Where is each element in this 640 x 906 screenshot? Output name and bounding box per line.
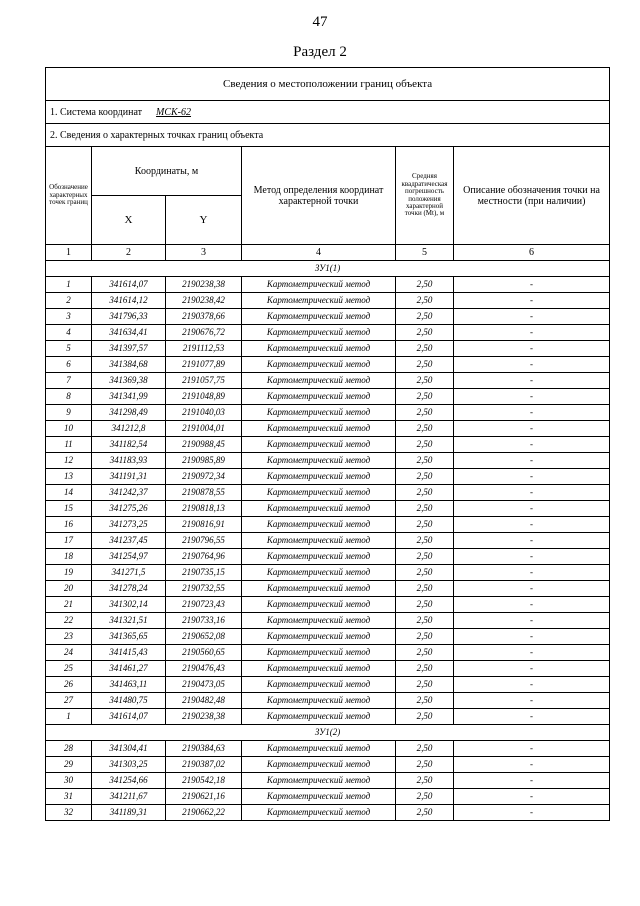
method-cell: Картометрический метод: [242, 597, 396, 613]
x-coordinate-cell: 341254,66: [92, 773, 166, 789]
description-cell: -: [454, 805, 610, 821]
point-number-cell: 6: [46, 357, 92, 373]
y-coordinate-cell: 2190676,72: [166, 325, 242, 341]
mse-cell: 2,50: [396, 389, 454, 405]
description-cell: -: [454, 357, 610, 373]
x-coordinate-cell: 341182,54: [92, 437, 166, 453]
x-coordinate-cell: 341254,97: [92, 549, 166, 565]
point-number-cell: 7: [46, 373, 92, 389]
table-row: [46, 805, 610, 821]
mse-cell: 2,50: [396, 357, 454, 373]
point-number-cell: 11: [46, 437, 92, 453]
method-cell: Картометрический метод: [242, 645, 396, 661]
table-row: [46, 645, 610, 661]
method-cell: Картометрический метод: [242, 341, 396, 357]
y-coordinate-cell: 2191077,89: [166, 357, 242, 373]
y-coordinate-cell: 2190378,66: [166, 309, 242, 325]
point-number-cell: 1: [46, 277, 92, 293]
point-number-cell: 10: [46, 421, 92, 437]
method-cell: Картометрический метод: [242, 757, 396, 773]
y-coordinate-cell: 2190732,55: [166, 581, 242, 597]
description-cell: -: [454, 469, 610, 485]
description-cell: -: [454, 549, 610, 565]
y-coordinate-cell: 2190238,38: [166, 709, 242, 725]
x-coordinate-cell: 341415,43: [92, 645, 166, 661]
point-number-cell: 27: [46, 693, 92, 709]
mse-cell: 2,50: [396, 757, 454, 773]
y-coordinate-cell: 2190764,96: [166, 549, 242, 565]
table-row: [46, 517, 610, 533]
method-cell: Картометрический метод: [242, 741, 396, 757]
description-cell: -: [454, 309, 610, 325]
y-coordinate-cell: 2190985,89: [166, 453, 242, 469]
x-coordinate-cell: 341384,68: [92, 357, 166, 373]
method-cell: Картометрический метод: [242, 581, 396, 597]
description-cell: -: [454, 293, 610, 309]
description-cell: -: [454, 341, 610, 357]
table-row: [46, 469, 610, 485]
mse-cell: 2,50: [396, 325, 454, 341]
method-cell: Картометрический метод: [242, 469, 396, 485]
point-number-cell: 17: [46, 533, 92, 549]
description-cell: -: [454, 325, 610, 341]
table-row: [46, 613, 610, 629]
method-cell: Картометрический метод: [242, 517, 396, 533]
description-cell: -: [454, 757, 610, 773]
point-number-cell: 29: [46, 757, 92, 773]
x-coordinate-cell: 341341,99: [92, 389, 166, 405]
method-cell: Картометрический метод: [242, 421, 396, 437]
x-coordinate-cell: 341303,25: [92, 757, 166, 773]
table-row: [46, 533, 610, 549]
group-row: [46, 261, 610, 277]
point-number-cell: 24: [46, 645, 92, 661]
y-coordinate-cell: 2190972,34: [166, 469, 242, 485]
table-row: [46, 341, 610, 357]
x-coordinate-cell: 341189,31: [92, 805, 166, 821]
x-coordinate-cell: 341365,65: [92, 629, 166, 645]
y-coordinate-cell: 2191112,53: [166, 341, 242, 357]
mse-cell: 2,50: [396, 613, 454, 629]
method-cell: Картометрический метод: [242, 373, 396, 389]
mse-cell: 2,50: [396, 741, 454, 757]
table-row: [46, 565, 610, 581]
y-coordinate-cell: 2190621,16: [166, 789, 242, 805]
mse-cell: 2,50: [396, 469, 454, 485]
mse-cell: 2,50: [396, 597, 454, 613]
description-cell: -: [454, 629, 610, 645]
mse-cell: 2,50: [396, 645, 454, 661]
coord-system-value: МСК-62: [156, 106, 192, 118]
y-coordinate-cell: 2190473,05: [166, 677, 242, 693]
y-coordinate-cell: 2191004,01: [166, 421, 242, 437]
method-cell: Картометрический метод: [242, 309, 396, 325]
table-row: [46, 357, 610, 373]
y-coordinate-cell: 2190238,42: [166, 293, 242, 309]
y-coordinate-cell: 2190735,15: [166, 565, 242, 581]
point-number-cell: 26: [46, 677, 92, 693]
description-cell: -: [454, 677, 610, 693]
column-numbers-row: [46, 245, 610, 261]
description-cell: -: [454, 437, 610, 453]
coord-system-label: 1. Система координат: [50, 106, 143, 118]
table-row: [46, 501, 610, 517]
x-coordinate-cell: 341463,11: [92, 677, 166, 693]
method-cell: Картометрический метод: [242, 693, 396, 709]
points-label: 2. Сведения о характерных точках границ объекта: [46, 124, 610, 147]
mse-cell: 2,50: [396, 693, 454, 709]
table-row: [46, 485, 610, 501]
method-cell: Картометрический метод: [242, 565, 396, 581]
y-coordinate-cell: 2190878,55: [166, 485, 242, 501]
mse-cell: 2,50: [396, 309, 454, 325]
x-coordinate-cell: 341191,31: [92, 469, 166, 485]
y-coordinate-cell: 2191048,89: [166, 389, 242, 405]
point-number-cell: 13: [46, 469, 92, 485]
table-title: Сведения о местоположении границ объекта: [46, 68, 610, 101]
x-coordinate-cell: 341397,57: [92, 341, 166, 357]
method-cell: Картометрический метод: [242, 485, 396, 501]
y-coordinate-cell: 2190988,45: [166, 437, 242, 453]
mse-cell: 2,50: [396, 485, 454, 501]
table-row: [46, 629, 610, 645]
table-row: [46, 421, 610, 437]
y-coordinate-cell: 2190482,48: [166, 693, 242, 709]
column-number: 6: [454, 245, 610, 261]
y-coordinate-cell: 2190560,65: [166, 645, 242, 661]
method-cell: Картометрический метод: [242, 533, 396, 549]
table-row: [46, 373, 610, 389]
table-row: [46, 597, 610, 613]
header-method: Метод определения координат характерной точки: [242, 147, 396, 245]
y-coordinate-cell: 2190818,13: [166, 501, 242, 517]
description-cell: -: [454, 501, 610, 517]
method-cell: Картометрический метод: [242, 501, 396, 517]
table-row: [46, 789, 610, 805]
x-coordinate-cell: 341278,24: [92, 581, 166, 597]
x-coordinate-cell: 341614,12: [92, 293, 166, 309]
description-cell: -: [454, 517, 610, 533]
mse-cell: 2,50: [396, 341, 454, 357]
table-row: [46, 549, 610, 565]
x-coordinate-cell: 341275,26: [92, 501, 166, 517]
mse-cell: 2,50: [396, 453, 454, 469]
description-cell: -: [454, 613, 610, 629]
mse-cell: 2,50: [396, 373, 454, 389]
description-cell: -: [454, 581, 610, 597]
header-y: Y: [166, 196, 242, 245]
mse-cell: 2,50: [396, 533, 454, 549]
method-cell: Картометрический метод: [242, 293, 396, 309]
method-cell: Картометрический метод: [242, 389, 396, 405]
point-number-cell: 31: [46, 789, 92, 805]
method-cell: Картометрический метод: [242, 453, 396, 469]
table-row: [46, 693, 610, 709]
method-cell: Картометрический метод: [242, 357, 396, 373]
x-coordinate-cell: 341237,45: [92, 533, 166, 549]
point-number-cell: 12: [46, 453, 92, 469]
description-cell: -: [454, 405, 610, 421]
y-coordinate-cell: 2190238,38: [166, 277, 242, 293]
y-coordinate-cell: 2190652,08: [166, 629, 242, 645]
column-number: 5: [396, 245, 454, 261]
description-cell: -: [454, 645, 610, 661]
group-name: ЗУ1(2): [46, 725, 610, 741]
method-cell: Картометрический метод: [242, 789, 396, 805]
point-number-cell: 20: [46, 581, 92, 597]
column-number: 3: [166, 245, 242, 261]
y-coordinate-cell: 2190542,18: [166, 773, 242, 789]
method-cell: Картометрический метод: [242, 629, 396, 645]
point-number-cell: 2: [46, 293, 92, 309]
y-coordinate-cell: 2190723,43: [166, 597, 242, 613]
column-number: 4: [242, 245, 396, 261]
description-cell: -: [454, 741, 610, 757]
header-coordinates: Координаты, м: [92, 147, 242, 196]
mse-cell: 2,50: [396, 661, 454, 677]
x-coordinate-cell: 341480,75: [92, 693, 166, 709]
method-cell: Картометрический метод: [242, 325, 396, 341]
table-row: [46, 277, 610, 293]
point-number-cell: 16: [46, 517, 92, 533]
method-cell: Картометрический метод: [242, 549, 396, 565]
y-coordinate-cell: 2190733,16: [166, 613, 242, 629]
description-cell: -: [454, 485, 610, 501]
x-coordinate-cell: 341302,14: [92, 597, 166, 613]
point-number-cell: 32: [46, 805, 92, 821]
point-number-cell: 8: [46, 389, 92, 405]
x-coordinate-cell: 341634,41: [92, 325, 166, 341]
x-coordinate-cell: 341212,8: [92, 421, 166, 437]
description-cell: -: [454, 533, 610, 549]
point-number-cell: 30: [46, 773, 92, 789]
x-coordinate-cell: 341796,33: [92, 309, 166, 325]
column-number: 1: [46, 245, 92, 261]
point-number-cell: 15: [46, 501, 92, 517]
column-number: 2: [92, 245, 166, 261]
y-coordinate-cell: 2190816,91: [166, 517, 242, 533]
x-coordinate-cell: 341304,41: [92, 741, 166, 757]
boundary-table: [45, 67, 610, 821]
table-row: [46, 741, 610, 757]
mse-cell: 2,50: [396, 629, 454, 645]
y-coordinate-cell: 2190387,02: [166, 757, 242, 773]
section-title: Раздел 2: [293, 44, 347, 60]
table-row: [46, 325, 610, 341]
description-cell: -: [454, 789, 610, 805]
mse-cell: 2,50: [396, 437, 454, 453]
x-coordinate-cell: 341298,49: [92, 405, 166, 421]
x-coordinate-cell: 341242,37: [92, 485, 166, 501]
method-cell: Картометрический метод: [242, 437, 396, 453]
header-description: Описание обозначения точки на местности (при наличии): [454, 147, 610, 245]
mse-cell: 2,50: [396, 565, 454, 581]
y-coordinate-cell: 2191040,03: [166, 405, 242, 421]
x-coordinate-cell: 341273,25: [92, 517, 166, 533]
table-row: [46, 581, 610, 597]
mse-cell: 2,50: [396, 421, 454, 437]
description-cell: -: [454, 453, 610, 469]
point-number-cell: 1: [46, 709, 92, 725]
mse-cell: 2,50: [396, 677, 454, 693]
point-number-cell: 9: [46, 405, 92, 421]
x-coordinate-cell: 341183,93: [92, 453, 166, 469]
point-number-cell: 19: [46, 565, 92, 581]
method-cell: Картометрический метод: [242, 405, 396, 421]
table-row: [46, 661, 610, 677]
point-number-cell: 18: [46, 549, 92, 565]
point-number-cell: 14: [46, 485, 92, 501]
y-coordinate-cell: 2190476,43: [166, 661, 242, 677]
mse-cell: 2,50: [396, 709, 454, 725]
description-cell: -: [454, 661, 610, 677]
method-cell: Картометрический метод: [242, 709, 396, 725]
header-mse: Средняя квадратическая погрешность положения характерной точки (Mt), м: [396, 147, 454, 245]
mse-cell: 2,50: [396, 277, 454, 293]
point-number-cell: 22: [46, 613, 92, 629]
table-row: [46, 405, 610, 421]
table-row: [46, 453, 610, 469]
point-number-cell: 28: [46, 741, 92, 757]
y-coordinate-cell: 2190796,55: [166, 533, 242, 549]
description-cell: -: [454, 421, 610, 437]
point-number-cell: 25: [46, 661, 92, 677]
group-name: ЗУ1(1): [46, 261, 610, 277]
page-number: 47: [312, 14, 328, 30]
description-cell: -: [454, 277, 610, 293]
mse-cell: 2,50: [396, 581, 454, 597]
coord-system-row: [46, 101, 610, 124]
method-cell: Картометрический метод: [242, 677, 396, 693]
method-cell: Картометрический метод: [242, 613, 396, 629]
table-row: [46, 293, 610, 309]
description-cell: -: [454, 373, 610, 389]
mse-cell: 2,50: [396, 773, 454, 789]
x-coordinate-cell: 341211,67: [92, 789, 166, 805]
mse-cell: 2,50: [396, 549, 454, 565]
x-coordinate-cell: 341369,38: [92, 373, 166, 389]
method-cell: Картометрический метод: [242, 805, 396, 821]
table-row: [46, 757, 610, 773]
mse-cell: 2,50: [396, 517, 454, 533]
table-row: [46, 709, 610, 725]
method-cell: Картометрический метод: [242, 661, 396, 677]
header-x: X: [92, 196, 166, 245]
table-row: [46, 389, 610, 405]
description-cell: -: [454, 389, 610, 405]
table-row: [46, 309, 610, 325]
x-coordinate-cell: 341271,5: [92, 565, 166, 581]
x-coordinate-cell: 341321,51: [92, 613, 166, 629]
point-number-cell: 5: [46, 341, 92, 357]
y-coordinate-cell: 2191057,75: [166, 373, 242, 389]
description-cell: -: [454, 709, 610, 725]
method-cell: Картометрический метод: [242, 277, 396, 293]
description-cell: -: [454, 565, 610, 581]
x-coordinate-cell: 341614,07: [92, 709, 166, 725]
y-coordinate-cell: 2190662,22: [166, 805, 242, 821]
description-cell: -: [454, 773, 610, 789]
description-cell: -: [454, 693, 610, 709]
x-coordinate-cell: 341614,07: [92, 277, 166, 293]
description-cell: -: [454, 597, 610, 613]
point-number-cell: 21: [46, 597, 92, 613]
table-row: [46, 773, 610, 789]
x-coordinate-cell: 341461,27: [92, 661, 166, 677]
y-coordinate-cell: 2190384,63: [166, 741, 242, 757]
mse-cell: 2,50: [396, 805, 454, 821]
group-row: [46, 725, 610, 741]
mse-cell: 2,50: [396, 789, 454, 805]
table-row: [46, 677, 610, 693]
point-number-cell: 23: [46, 629, 92, 645]
mse-cell: 2,50: [396, 501, 454, 517]
mse-cell: 2,50: [396, 405, 454, 421]
table-row: [46, 437, 610, 453]
mse-cell: 2,50: [396, 293, 454, 309]
point-number-cell: 4: [46, 325, 92, 341]
header-point-designation: Обозначение характерных точек границ: [46, 147, 92, 245]
point-number-cell: 3: [46, 309, 92, 325]
method-cell: Картометрический метод: [242, 773, 396, 789]
